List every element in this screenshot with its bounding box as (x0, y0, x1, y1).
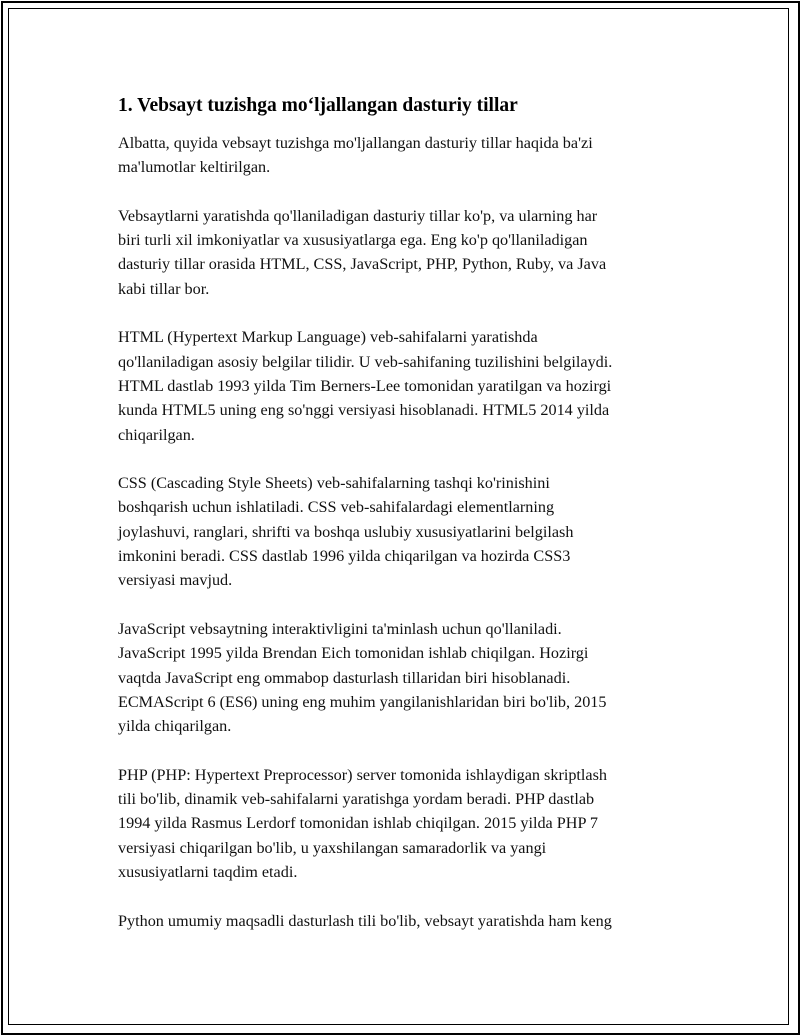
section-heading: 1. Vebsayt tuzishga mo‘ljallangan dasturiy tillar (118, 95, 518, 116)
paragraph-line: HTML dastlab 1993 yilda Tim Berners-Lee tomonidan yaratilgan va hozirgi (118, 376, 612, 395)
paragraph-line: JavaScript vebsaytning interaktivligini ta'minlash uchun qo'llaniladi. (118, 619, 562, 638)
paragraph-list (118, 131, 688, 933)
paragraph-line: kabi tillar bor. (118, 279, 210, 298)
document-body (118, 94, 688, 957)
paragraph-line: imkonini beradi. CSS dastlab 1996 yilda chiqarilgan va hozirda CSS3 (118, 547, 571, 566)
body-paragraph (118, 763, 688, 884)
paragraph-line: vaqtda JavaScript eng ommabop dasturlash tillaridan biri hisoblanadi. (118, 668, 571, 687)
paragraph-line: ma'lumotlar keltirilgan. (118, 158, 271, 177)
body-paragraph (118, 617, 688, 738)
body-paragraph (118, 471, 688, 592)
paragraph-line: yilda chiqarilgan. (118, 717, 232, 736)
paragraph-line: ECMAScript 6 (ES6) uning eng muhim yangilanishlaridan biri bo'lib, 2015 (118, 692, 607, 711)
body-paragraph (118, 325, 688, 446)
paragraph-line: chiqarilgan. (118, 425, 195, 444)
body-paragraph (118, 909, 688, 933)
body-paragraph (118, 131, 688, 180)
paragraph-line: PHP (PHP: Hypertext Preprocessor) server tomonida ishlaydigan skriptlash (118, 765, 607, 784)
paragraph-line: Python umumiy maqsadli dasturlash tili bo'lib, vebsayt yaratishda ham keng (118, 911, 612, 930)
paragraph-line: 1994 yilda Rasmus Lerdorf tomonidan ishlab chiqilgan. 2015 yilda PHP 7 (118, 814, 599, 833)
paragraph-line: boshqarish uchun ishlatiladi. CSS veb-sahifalardagi elementlarning (118, 498, 555, 517)
paragraph-line: xususiyatlarni taqdim etadi. (118, 862, 298, 881)
paragraph-line: versiyasi mavjud. (118, 571, 233, 590)
paragraph-line: Albatta, quyida vebsayt tuzishga mo'ljallangan dasturiy tillar haqida ba'zi (118, 134, 593, 152)
paragraph-line: joylashuvi, ranglari, shrifti va boshqa uslubiy xususiyatlarini belgilash (118, 522, 574, 541)
paragraph-line: Vebsaytlarni yaratishda qo'llaniladigan dasturiy tillar ko'p, va ularning har (118, 206, 598, 225)
paragraph-line: dasturiy tillar orasida HTML, CSS, JavaScript, PHP, Python, Ruby, va Java (118, 255, 607, 274)
paragraph-line: qo'llaniladigan asosiy belgilar tilidir. U veb-sahifaning tuzilishini belgilaydi. (118, 352, 613, 371)
paragraph-line: JavaScript 1995 yilda Brendan Eich tomonidan ishlab chiqilgan. Hozirgi (118, 644, 589, 663)
paragraph-line: CSS (Cascading Style Sheets) veb-sahifalarning tashqi ko'rinishini (118, 474, 550, 493)
paragraph-line: versiyasi chiqarilgan bo'lib, u yaxshilangan samaradorlik va yangi (118, 838, 547, 857)
paragraph-line: kunda HTML5 uning eng so'nggi versiyasi hisoblanadi. HTML5 2014 yilda (118, 401, 610, 420)
paragraph-line: biri turli xil imkoniyatlar va xususiyatlarga ega. Eng ko'p qo'llaniladigan (118, 231, 588, 250)
paragraph-line: HTML (Hypertext Markup Language) veb-sahifalarni yaratishda (118, 328, 538, 347)
body-paragraph (118, 204, 688, 301)
paragraph-line: tili bo'lib, dinamik veb-sahifalarni yaratishga yordam beradi. PHP dastlab (118, 790, 595, 809)
